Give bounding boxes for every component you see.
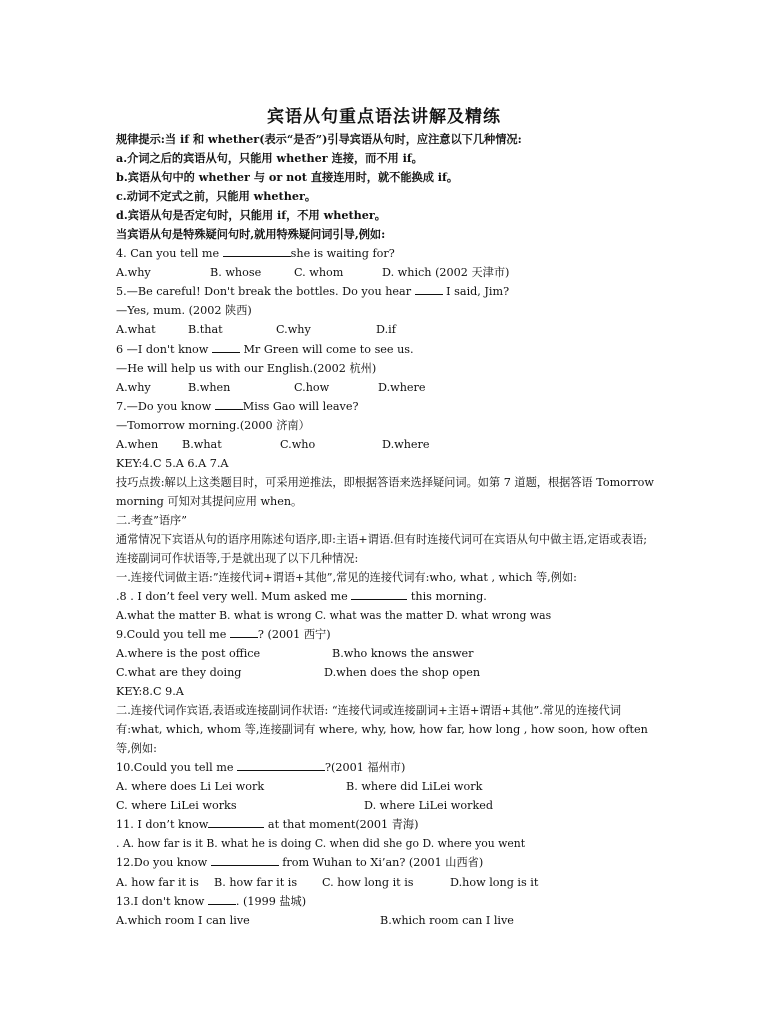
question-4: 4. Can you tell me she is waiting for? [116, 244, 656, 263]
question-6: 6 —I don't know Mr Green will come to see us. [116, 340, 656, 359]
option: D.how long is it [450, 875, 539, 889]
question-13: 13.I don't know . (1999 盐城) [116, 892, 656, 911]
option: B.who knows the answer [332, 647, 474, 661]
question-5: 5.—Be careful! Don't break the bottles. Do you hear I said, Jim? [116, 282, 656, 301]
tip-paragraph: 技巧点拨:解以上这类题目时，可采用逆推法，即根据答语来选择疑问词。如第 7 道题，根据答语 Tomorrow morning 可知对其提问应用 when。 [116, 475, 654, 508]
question-6-options [116, 378, 656, 397]
option: B.which room can I live [380, 913, 514, 927]
answer-blank [230, 625, 258, 638]
question-7-reply: —Tomorrow morning.(2000 济南） [116, 418, 310, 432]
question-12-options [116, 873, 656, 892]
option: C.who [280, 437, 316, 451]
question-6-reply: —He will help us with our English.(2002 杭州) [116, 361, 377, 375]
question-9-options-row-1 [116, 644, 656, 663]
question-10-options-row-2 [116, 796, 656, 815]
rule-a: a.介词之后的宾语从句，只能用 whether 连接，而不用 if。 [116, 151, 423, 166]
option: D. which (2002 天津市) [382, 266, 510, 280]
page-title: 宾语从句重点语法讲解及精练 [267, 107, 501, 127]
question-5-options [116, 320, 656, 339]
option: C.how [294, 380, 330, 394]
option: D.if [376, 323, 396, 337]
rule-special: 当宾语从句是特殊疑问句时,就用特殊疑问词引导,例如: [116, 227, 386, 242]
option: A.why [116, 380, 151, 394]
question-9: 9.Could you tell me ? (2001 西宁) [116, 625, 656, 644]
option: A.where is the post office [116, 647, 261, 661]
option: C.what are they doing [116, 666, 242, 680]
section-2-title: 二.考查”语序” [116, 513, 187, 527]
option: D.where [378, 380, 426, 394]
option: A.which room I can live [116, 913, 250, 927]
question-7: 7.—Do you know Miss Gao will leave? [116, 397, 656, 416]
option: B.what [182, 437, 222, 451]
option: D.when does the shop open [324, 666, 481, 680]
question-9-options-row-2 [116, 663, 656, 682]
option: C.why [276, 323, 311, 337]
answer-blank [211, 853, 279, 866]
option: B. whose [210, 266, 262, 280]
option: B. how far it is [214, 875, 298, 889]
option: A. how far it is [116, 875, 199, 889]
question-7-options [116, 435, 656, 454]
option: A. where does Li Lei work [116, 780, 265, 794]
answer-blank [237, 758, 325, 771]
rule-c: c.动词不定式之前，只能用 whether。 [116, 189, 317, 204]
option: C. whom [294, 266, 344, 280]
option: B. where did LiLei work [346, 780, 483, 794]
answer-blank [215, 397, 243, 410]
part-2-heading: 二.连接代词作宾语,表语或连接副词作状语: “连接代词或连接副词+主语+谓语+其他”.常见的连接代词有:what, which, whom 等,连接副词有 where, why, how, how far, how long , how soon, how often 等,例如: [116, 704, 648, 756]
answer-blank [212, 340, 240, 353]
question-11-options: . A. how far is it B. what he is doing C. when did she go D. where you went [116, 837, 526, 851]
question-13-options [116, 911, 656, 930]
rule-b: b.宾语从句中的 whether 与 or not 直接连用时，就不能换成 if。 [116, 170, 459, 185]
option: D.where [382, 437, 430, 451]
option: D. where LiLei worked [364, 799, 494, 813]
answer-key-2: KEY:8.C 9.A [116, 685, 184, 699]
question-4-options [116, 263, 656, 282]
option: B.when [188, 380, 231, 394]
option: C. where LiLei works [116, 799, 237, 813]
question-8-options: A.what the matter B. what is wrong C. what was the matter D. what wrong was [116, 608, 552, 622]
answer-blank [223, 244, 291, 257]
document-body [116, 130, 656, 930]
answer-blank [208, 892, 236, 905]
part-1-heading: 一.连接代词做主语:”连接代词+谓语+其他”,常见的连接代词有:who, what , which 等,例如: [116, 570, 577, 584]
question-12: 12.Do you know from Wuhan to Xi’an? (2001 山西省) [116, 853, 656, 872]
option: B.that [188, 323, 223, 337]
question-8: .8 . I don’t feel very well. Mum asked me this morning. [116, 587, 656, 606]
option: A.why [116, 266, 151, 280]
option: C. how long it is [322, 875, 414, 889]
answer-blank [351, 587, 407, 600]
option: A.what [116, 323, 156, 337]
question-10: 10.Could you tell me ?(2001 福州市) [116, 758, 656, 777]
question-11: 11. I don’t know at that moment(2001 青海) [116, 815, 656, 834]
section-2-text: 通常情况下宾语从句的语序用陈述句语序,即:主语+谓语.但有时连接代词可在宾语从句中做主语,定语或表语;连接副词可作状语等,于是就出现了以下几种情况: [116, 532, 648, 565]
question-10-options-row-1 [116, 777, 656, 796]
answer-blank [415, 282, 443, 295]
rule-intro: 规律提示:当 if 和 whether(表示“是否”)引导宾语从句时，应注意以下几种情况: [116, 132, 522, 146]
answer-key-1: KEY:4.C 5.A 6.A 7.A [116, 456, 229, 470]
question-5-reply: —Yes, mum. (2002 陕西) [116, 304, 252, 318]
answer-blank [208, 815, 264, 828]
rule-d: d.宾语从句是否定句时，只能用 if，不用 whether。 [116, 208, 386, 223]
option: A.when [116, 437, 159, 451]
